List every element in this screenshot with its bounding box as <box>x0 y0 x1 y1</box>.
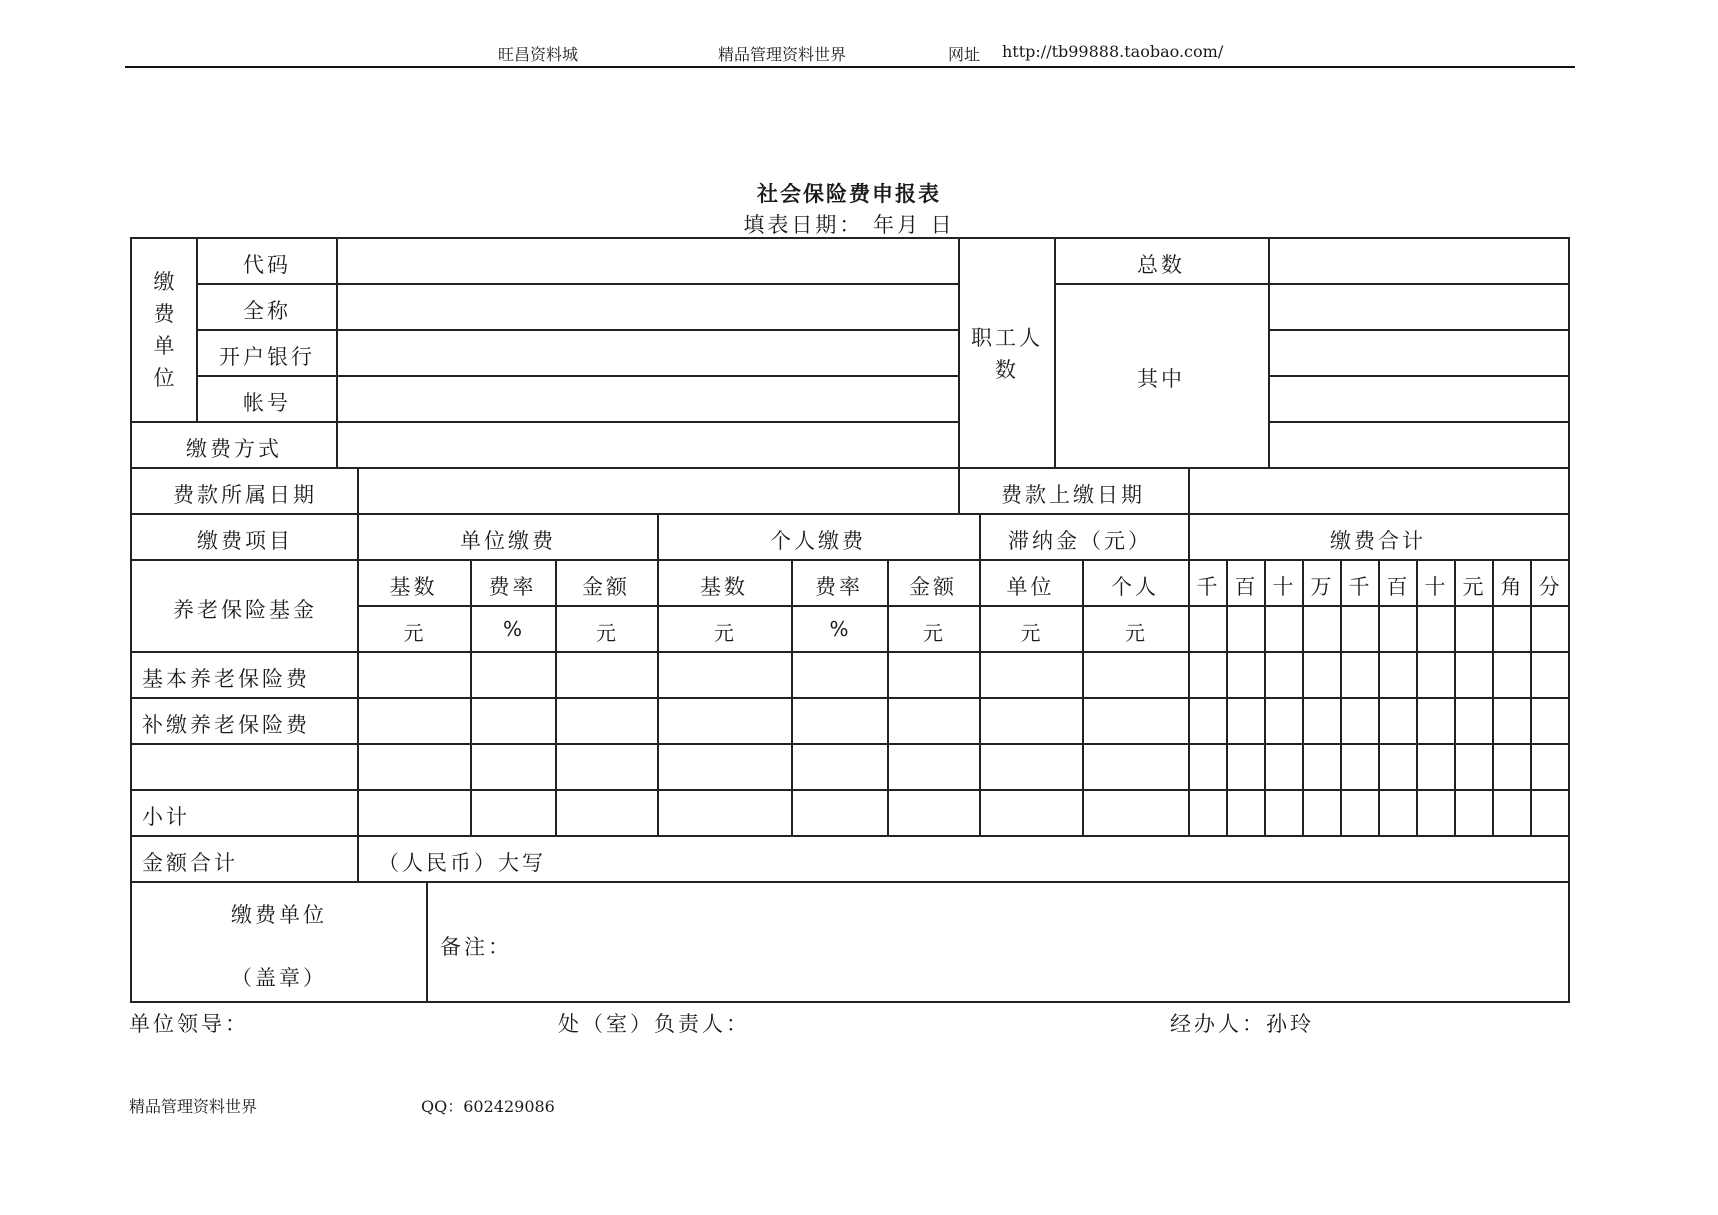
footer-tagline: 精品管理资料世界 <box>129 1097 258 1116</box>
grid-line <box>1268 329 1570 331</box>
table-top-border <box>130 237 1570 239</box>
sub-header: 基数 <box>700 575 748 599</box>
table-left-border <box>130 237 132 1003</box>
table-bottom-border <box>130 1001 1570 1003</box>
digit-header: 千 <box>1196 575 1218 599</box>
sign-dept-head: 处（室）负责人： <box>558 1012 750 1036</box>
seal-label: （盖章） <box>231 966 327 990</box>
grid-line <box>336 237 338 469</box>
header-tagline: 精品管理资料世界 <box>718 45 847 64</box>
row-supplement-pension: 补缴养老保险费 <box>142 713 310 737</box>
grid-line <box>1054 237 1056 469</box>
col-unit-pay: 单位缴费 <box>460 529 556 553</box>
digit-header: 百 <box>1386 575 1408 599</box>
sign-leader: 单位领导： <box>129 1012 249 1036</box>
digit-header: 千 <box>1348 575 1370 599</box>
grid-line <box>1268 375 1570 377</box>
field-bank-label: 开户银行 <box>219 345 315 369</box>
grid-line <box>130 743 1570 745</box>
grid-line <box>130 467 1570 469</box>
payment-method-label: 缴费方式 <box>186 437 282 461</box>
staff-among-label: 其中 <box>1137 367 1185 391</box>
unit-label: 元 <box>403 621 424 645</box>
grid-line <box>130 835 1570 837</box>
table-right-border <box>1568 237 1570 1003</box>
grid-line <box>1054 283 1570 285</box>
digit-header: 十 <box>1424 575 1446 599</box>
fee-paid-date-label: 费款上缴日期 <box>1001 483 1145 507</box>
unit-label: 元 <box>1125 621 1145 645</box>
rmb-upper-label: （人民币）大写 <box>378 851 546 875</box>
payer-unit-label: 缴 费 单 位 <box>153 270 175 390</box>
header-site-name: 旺昌资料城 <box>498 45 579 64</box>
header-url-link[interactable]: http://tb99888.taobao.com/ <box>1002 42 1224 61</box>
staff-count-label: 职工人数 <box>971 326 1043 382</box>
amount-total-label: 金额合计 <box>142 851 238 875</box>
sub-header: 个人 <box>1111 575 1159 599</box>
unit-label: 元 <box>923 621 943 645</box>
grid-line <box>130 697 1570 699</box>
header-url-label: 网址 <box>948 45 981 64</box>
grid-line <box>1268 237 1270 469</box>
field-fullname-label: 全称 <box>243 299 291 323</box>
unit-label: % <box>829 617 849 641</box>
grid-line <box>357 605 1570 607</box>
grid-line <box>196 375 960 377</box>
col-personal-pay: 个人缴费 <box>770 529 866 553</box>
grid-line <box>130 559 1570 561</box>
header-rule <box>125 66 1575 68</box>
grid-line <box>130 513 1570 515</box>
digit-header: 元 <box>1462 575 1484 599</box>
grid-line <box>130 789 1570 791</box>
pension-fund-label: 养老保险基金 <box>173 598 317 622</box>
staff-total-label: 总数 <box>1137 253 1185 277</box>
sub-header: 基数 <box>389 575 438 599</box>
unit-label: 元 <box>596 621 616 645</box>
col-total-pay: 缴费合计 <box>1330 529 1426 553</box>
field-code-label: 代码 <box>243 253 291 277</box>
digit-header: 十 <box>1272 575 1294 599</box>
sub-header: 费率 <box>815 575 863 599</box>
footer-qq: QQ：602429086 <box>421 1097 555 1116</box>
sub-header: 单位 <box>1006 575 1055 599</box>
row-subtotal: 小计 <box>142 805 190 829</box>
row-basic-pension: 基本养老保险费 <box>142 667 310 691</box>
form-title: 社会保险费申报表 <box>757 182 941 206</box>
sub-header: 金额 <box>909 575 957 599</box>
grid-line <box>196 283 960 285</box>
grid-line <box>1268 421 1570 423</box>
sub-header: 金额 <box>582 575 630 599</box>
grid-line <box>357 467 359 883</box>
grid-line <box>130 421 960 423</box>
digit-header: 百 <box>1234 575 1256 599</box>
digit-header: 角 <box>1500 575 1522 599</box>
fee-period-label: 费款所属日期 <box>173 483 317 507</box>
grid-line <box>130 651 1570 653</box>
grid-line <box>426 881 428 1003</box>
sub-header: 费率 <box>488 575 537 599</box>
field-account-label: 帐号 <box>243 391 291 415</box>
sign-handler: 经办人：孙玲 <box>1170 1012 1314 1036</box>
digit-header: 万 <box>1310 575 1332 599</box>
grid-line <box>130 881 1570 883</box>
unit-label: 元 <box>1020 621 1041 645</box>
unit-label: 元 <box>714 621 734 645</box>
col-item: 缴费项目 <box>197 529 293 553</box>
col-late-fee: 滞纳金（元） <box>1008 529 1152 553</box>
grid-line <box>196 329 960 331</box>
unit-label: % <box>502 617 523 641</box>
remarks-label: 备注： <box>440 935 512 959</box>
payer-unit-sign-label: 缴费单位 <box>231 903 327 927</box>
fill-date: 填表日期： 年月 日 <box>743 213 955 237</box>
digit-header: 分 <box>1538 575 1560 599</box>
